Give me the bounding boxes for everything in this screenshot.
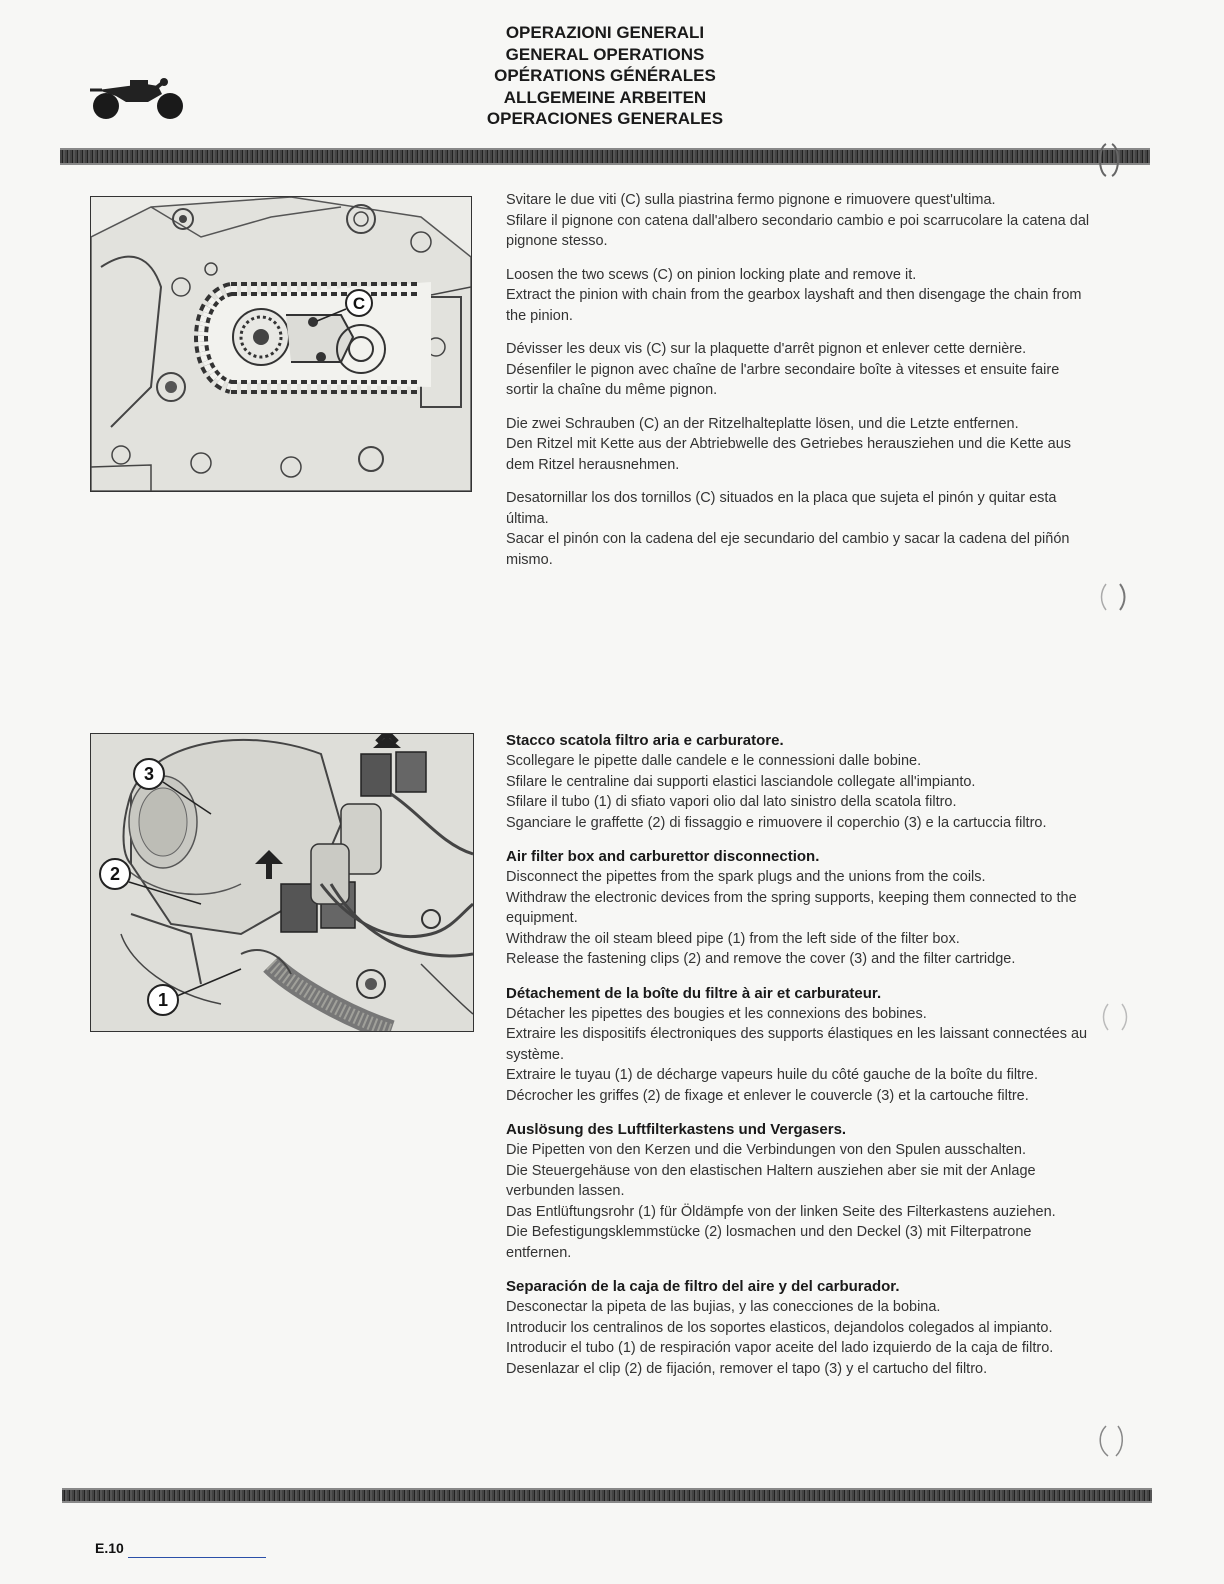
paragraph-line: Die Befestigungsklemmstücke (2) losmachen und den Deckel (3) mit Filterpatrone entfernen. — [506, 1224, 1032, 1261]
paragraph-line: Desconectar la pipeta de las bujias, y las conecciones de la bobina. — [506, 1299, 941, 1315]
paragraph-line: Sfilare il pignone con catena dall'albero secondario cambio e poi scarrucolare la catena dal pignone stesso. — [506, 212, 1090, 249]
header-title-es: OPERACIONES GENERALES — [486, 109, 724, 128]
text-block-es — [506, 1276, 1090, 1379]
header-title-en: GENERAL OPERATIONS — [505, 44, 705, 64]
paragraph-line: Extract the pinion with chain from the gearbox layshaft and then disengage the chain from the pinion. — [506, 287, 1082, 324]
section-heading: Stacco scatola filtro aria e carburatore. — [506, 732, 784, 749]
figure-air-filter-box — [90, 733, 474, 1032]
paragraph-line: Die Steuergehäuse von den elastischen Haltern ausziehen aber sie mit der Anlage verbunden lassen. — [506, 1162, 1036, 1199]
paragraph-line: Sganciare le graffette (2) di fissaggio e rimuovere il coperchio (3) e la cartuccia filtro. — [506, 814, 1047, 831]
paragraph-line: Extraire les dispositifs électroniques des supports élastiques en les laissant connectées au système. — [506, 1026, 1088, 1063]
paragraph-line: Release the fastening clips (2) and remove the cover (3) and the filter cartridge. — [506, 951, 1016, 967]
text-block-es — [506, 488, 1090, 570]
figure-pinion-chain — [90, 196, 472, 492]
paragraph-line: Svitare le due viti (C) sulla piastrina fermo pignone e rimuovere quest'ultima. — [506, 192, 996, 208]
text-block-it — [506, 190, 1090, 252]
paragraph-line: Sfilare le centraline dai supporti elastici lasciandole collegate all'impianto. — [506, 773, 976, 790]
paragraph-line: Sacar el pinón con la cadena del eje secundario del cambio y sacar la cadena del piñón mismo. — [506, 531, 1070, 568]
paragraph-line: Desenlazar el clip (2) de fijación, remover el tapo (3) y el cartucho del filtro. — [506, 1360, 988, 1377]
text-block-en — [506, 265, 1090, 327]
section-heading: Auslösung des Luftfilterkastens und Vergasers. — [506, 1121, 847, 1138]
callout-1: 1 — [157, 990, 169, 1010]
page-number: E.10 — [95, 1540, 124, 1556]
binder-hole-marker — [1098, 578, 1128, 618]
header-title-fr: OPÉRATIONS GÉNÉRALES — [494, 66, 716, 85]
paragraph-line: Dévisser les deux vis (C) sur la plaquette d'arrêt pignon et enlever cette dernière. — [506, 341, 1027, 357]
text-block-fr — [506, 339, 1090, 401]
binder-hole-marker — [1100, 998, 1130, 1038]
paragraph-line: Loosen the two scews (C) on pinion locking plate and remove it. — [506, 266, 917, 283]
paragraph-line: Introducir los centralinos de los soportes elasticos, dejandolos colegados al impianto. — [506, 1319, 1053, 1336]
callout-2: 2 — [109, 864, 121, 884]
footer-divider — [62, 1488, 1152, 1503]
footer-underline — [128, 1557, 266, 1558]
header-divider — [60, 148, 1150, 165]
text-block-en — [506, 846, 1090, 970]
page-header — [440, 22, 770, 130]
paragraph-line: Das Entlüftungsrohr (1) für Öldämpfe von der linken Seite des Filterkastens auziehen. — [506, 1203, 1056, 1220]
callout-3: 3 — [143, 764, 155, 784]
section-heading: Détachement de la boîte du filtre à air et carburateur. — [506, 984, 882, 1002]
paragraph-line: Den Ritzel mit Kette aus der Abtriebwelle des Getriebes herausziehen und die Kette aus dem Ritzel herausnehmen. — [506, 436, 1072, 473]
binder-hole-marker — [1096, 1420, 1126, 1460]
paragraph-line: Décrocher les griffes (2) de fixage et enlever le couvercle (3) et la cartouche filtre. — [506, 1087, 1029, 1104]
section-pinion-text — [506, 190, 1090, 583]
section-air-filter-text — [506, 730, 1090, 1392]
paragraph-line: Détacher les pipettes des bougies et les connexions des bobines. — [506, 1005, 927, 1022]
paragraph-line: Extraire le tuyau (1) de décharge vapeurs huile du côté gauche de la boîte du filtre. — [506, 1067, 1038, 1083]
header-title-it: OPERAZIONI GENERALI — [505, 23, 705, 42]
text-block-fr — [506, 983, 1090, 1107]
paragraph-line: Die Pipetten von den Kerzen und die Verbindungen von den Spulen ausschalten. — [506, 1142, 1026, 1158]
paragraph-line: Withdraw the oil steam bleed pipe (1) from the left side of the filter box. — [506, 930, 960, 947]
section-heading: Air filter box and carburettor disconnection. — [506, 848, 820, 865]
section-heading: Separación de la caja de filtro del aire y del carburador. — [506, 1278, 900, 1295]
paragraph-line: Sfilare il tubo (1) di sfiato vapori olio dal lato sinistro della scatola filtro. — [506, 794, 957, 810]
paragraph-line: Scollegare le pipette dalle candele e le connessioni dalle bobine. — [506, 753, 922, 769]
motorcycle-icon — [88, 72, 188, 124]
paragraph-line: Desatornillar los dos tornillos (C) situados en la placa que sujeta el pinón y quitar esta última. — [506, 490, 1057, 527]
header-title-de: ALLGEMEINE ARBEITEN — [503, 87, 707, 107]
paragraph-line: Introducir el tubo (1) de respiración vapor aceite del lado izquierdo de la caja de filtro. — [506, 1340, 1054, 1356]
paragraph-line: Désenfiler le pignon avec chaîne de l'arbre secondaire boîte à vitesses et ensuite faire sortir la chaîne du même pignon. — [506, 361, 1060, 398]
callout-c: C — [352, 294, 366, 313]
text-block-de — [506, 414, 1090, 476]
paragraph-line: Die zwei Schrauben (C) an der Ritzelhalteplatte lösen, und die Letzte entfernen. — [506, 415, 1019, 432]
text-block-de — [506, 1119, 1090, 1263]
paragraph-line: Withdraw the electronic devices from the spring supports, keeping them connected to the equipment. — [506, 889, 1077, 926]
text-block-it — [506, 730, 1090, 833]
binder-hole-marker — [1094, 140, 1124, 180]
paragraph-line: Disconnect the pipettes from the spark plugs and the unions from the coils. — [506, 869, 986, 885]
